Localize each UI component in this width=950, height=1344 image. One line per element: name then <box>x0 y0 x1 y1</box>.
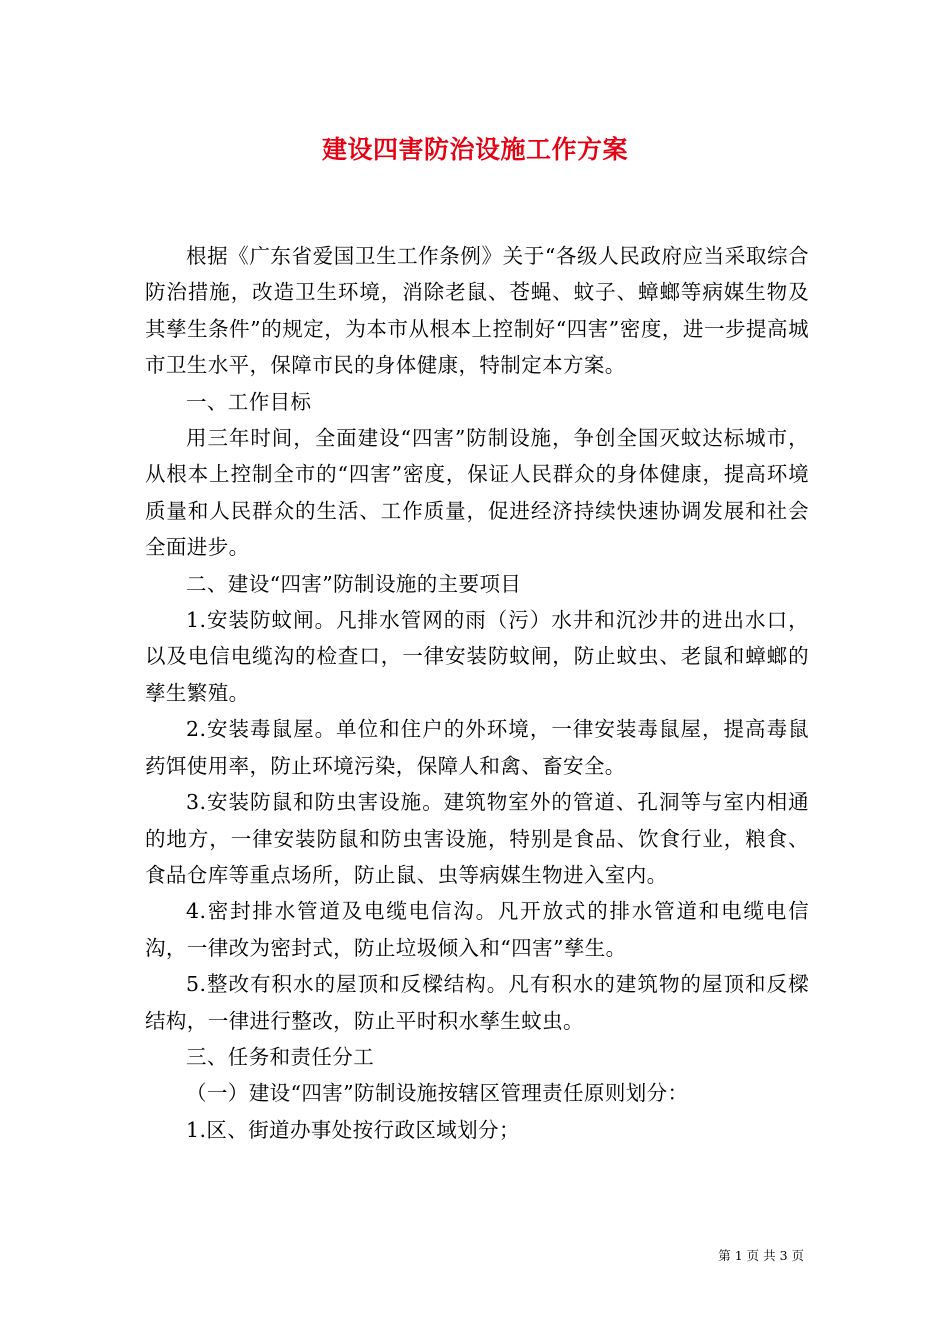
list-item-project-4: 4.密封排水管道及电缆电信沟。凡开放式的排水管道和电缆电信沟，一律改为密封式，防止垃圾倾入和“四害”孳生。 <box>145 899 809 960</box>
page-number: 第 1 页 共 3 页 <box>718 1248 804 1263</box>
paragraph-intro: 根据《广东省爱国卫生工作条例》关于“各级人民政府应当采取综合防治措施，改造卫生环境，消除老鼠、苍蝇、蚊子、蟑螂等病媒生物及其孳生条件”的规定，为本市从根本上控制好“四害”密度，进一步提高城市卫生水平，保障市民的身体健康，特制定本方案。 <box>145 244 809 378</box>
list-item-division-1: 1.区、街道办事处按行政区域划分； <box>186 1117 520 1142</box>
section-heading-tasks: 三、任务和责任分工 <box>186 1044 375 1069</box>
subsection-heading-division: （一）建设“四害”防制设施按辖区管理责任原则划分： <box>186 1081 689 1106</box>
section-heading-projects: 二、建设“四害”防制设施的主要项目 <box>186 571 522 596</box>
section-heading-goals: 一、工作目标 <box>186 389 312 414</box>
document-title: 建设四害防治设施工作方案 <box>321 135 628 164</box>
list-item-project-3: 3.安装防鼠和防虫害设施。建筑物室外的管道、孔洞等与室内相通的地方，一律安装防鼠和防虫害设施，特别是食品、饮食行业，粮食、食品仓库等重点场所，防止鼠、虫等病媒生物进入室内。 <box>145 790 809 887</box>
document-body <box>145 238 809 1148</box>
list-item-project-1: 1.安装防蚊闸。凡排水管网的雨（污）水井和沉沙井的进出水口，以及电信电缆沟的检查口，一律安装防蚊闸，防止蚊虫、老鼠和蟑螂的孳生繁殖。 <box>145 608 809 705</box>
paragraph-goals: 用三年时间，全面建设“四害”防制设施，争创全国灭蚊达标城市，从根本上控制全市的“四害”密度，保证人民群众的身体健康，提高环境质量和人民群众的生活、工作质量，促进经济持续快速协调发展和社会全面进步。 <box>145 426 809 560</box>
list-item-project-2: 2.安装毒鼠屋。单位和住户的外环境，一律安装毒鼠屋，提高毒鼠药饵使用率，防止环境污染，保障人和禽、畜安全。 <box>145 717 809 778</box>
list-item-project-5: 5.整改有积水的屋顶和反樑结构。凡有积水的建筑物的屋顶和反樑结构，一律进行整改，防止平时积水孳生蚊虫。 <box>145 972 809 1033</box>
